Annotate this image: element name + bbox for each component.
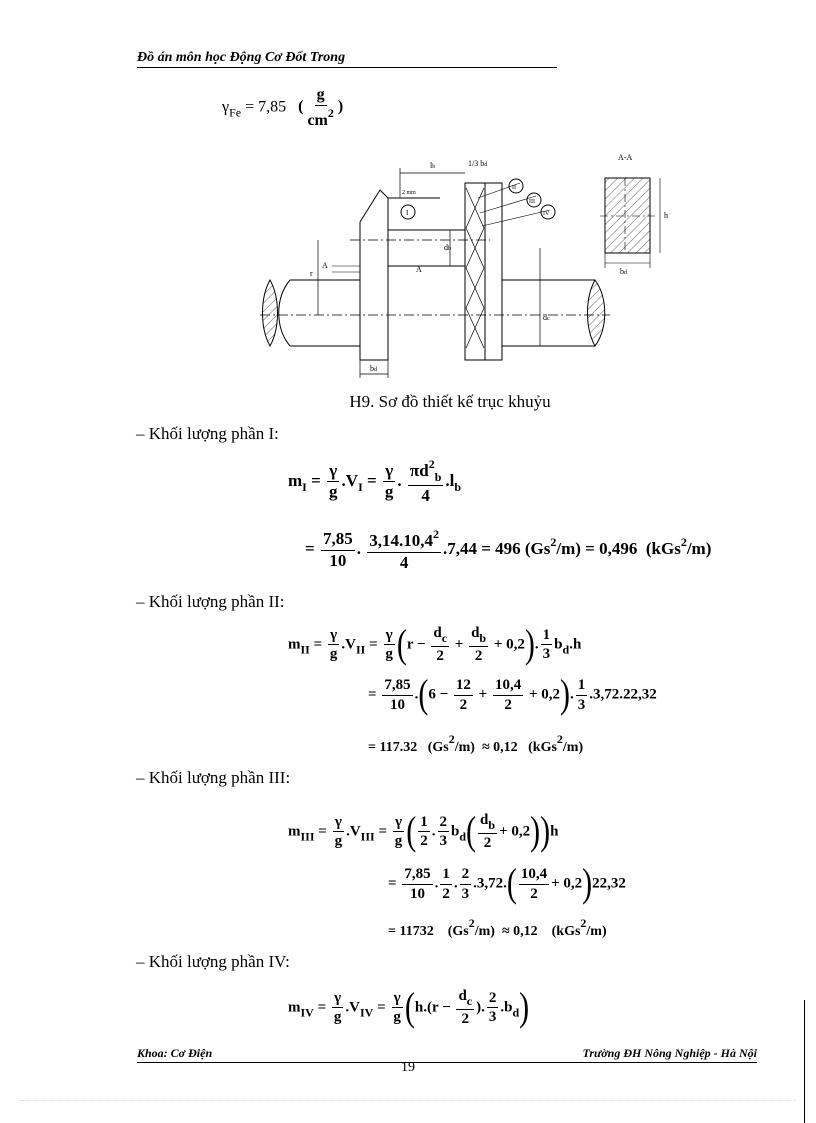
- equation-iv-line1: $m_{IV}$ = $\frac{\gamma}{g}$ $.V_{IV}$ = $\frac{\gamma}{g}$ (h.(r − $\frac{d_c}{2}$ ). $\frac{2}{3}$ $.b_d$): [288, 984, 530, 1030]
- section-label-ii: – Khối lượng phần II:: [136, 592, 285, 611]
- equation-ii-line1: $m_{II}$ = $\frac{\gamma}{g}$ $.V_{II}$ = $\frac{\gamma}{g}$ (r − $\frac{d_c}{2}$ + $\frac{d_b}{2}$ + 0,2). $\frac{1}{3}$ $b_d.h$: [288, 621, 582, 667]
- equation-iii-line1: $m_{III}$ = $\frac{\gamma}{g}$ $.V_{III}$ = $\frac{\gamma}{g}$ ( $\frac{1}{2}$ . $\frac{2}{3}$ $b_d$( $\frac{d_b}{2}$ + 0,2))h: [288, 808, 559, 854]
- footer-university: Trường ĐH Nông Nghiệp - Hà Nội: [582, 1046, 757, 1060]
- section-label: A-A: [618, 153, 633, 162]
- part-i-label: I: [406, 209, 409, 217]
- page-edge-line: [804, 1000, 805, 1123]
- section-label-i: – Khối lượng phần I:: [136, 424, 279, 443]
- db-label: db: [444, 243, 451, 252]
- right-break-hatch: [588, 280, 605, 346]
- h-label: h: [664, 211, 668, 220]
- equation-i-line1: $m_I$ = $\frac{\gamma}{g}$ $.V_I$ = $\frac{\gamma}{g}$ . $\frac{\pi d^2_b}{4}$ $.l_b$: [288, 457, 462, 506]
- page-bottom-divider: [20, 1100, 796, 1101]
- equation-i-line2: = $\frac{7,85}{10}$ . $\frac{3,14.10,4^2}{4}$ .7,44 = 496 $(Gs^2/m) = 0,496$ (kGs$^2$/m): [305, 527, 712, 572]
- dc-label: dc: [543, 313, 550, 322]
- section-label-iii: – Khối lượng phần III:: [136, 768, 291, 787]
- footer-faculty: Khoa: Cơ Điện: [137, 1046, 213, 1060]
- part-iii-label: III: [529, 199, 535, 205]
- a-label-2: A: [416, 265, 422, 274]
- equation-iii-line2: = $\frac{7,85}{10}$ . $\frac{1}{2}$ . $\frac{2}{3}$ .3,72.( $\frac{10,4}{2}$ + 0,2)22,32: [388, 861, 626, 906]
- page-header: Đồ án môn học Động Cơ Đốt Trong: [137, 50, 557, 68]
- third-bd-label: 1/3 bd: [468, 159, 488, 168]
- equation-ii-line2: = $\frac{7,85}{10}$ .(6 − $\frac{12}{2}$ + $\frac{10,4}{2}$ + 0,2). $\frac{1}{3}$ .3,72.22,32: [368, 672, 657, 717]
- equation-iii-line3: = 11732 (Gs2/m) ≈ 0,12 (kGs2/m): [388, 916, 607, 939]
- crankshaft-diagram: [240, 148, 680, 383]
- section-label-iv: – Khối lượng phần IV:: [136, 952, 290, 971]
- page-number: 19: [401, 1060, 415, 1075]
- a-label-1: A: [322, 261, 328, 270]
- two-mm-label: 2 mm: [402, 190, 416, 196]
- bd-label: bd: [370, 364, 377, 373]
- density-formula: $\gamma_{Fe} = 7,85$ ( $\frac{g}{cm^2}$ ): [222, 86, 344, 129]
- part-iv-label: IV: [543, 211, 550, 217]
- part-ii-label: II: [512, 185, 516, 191]
- figure-caption: H9. Sơ đồ thiết kế trục khuỷu: [349, 392, 551, 411]
- equation-ii-line3: = 117.32 (Gs2/m) ≈ 0,12 (kGs2/m): [368, 732, 584, 755]
- r-label: r: [310, 269, 313, 278]
- section-bd-label: bd: [620, 267, 627, 276]
- lb-label: lb: [430, 161, 436, 170]
- left-break-hatch: [263, 280, 278, 346]
